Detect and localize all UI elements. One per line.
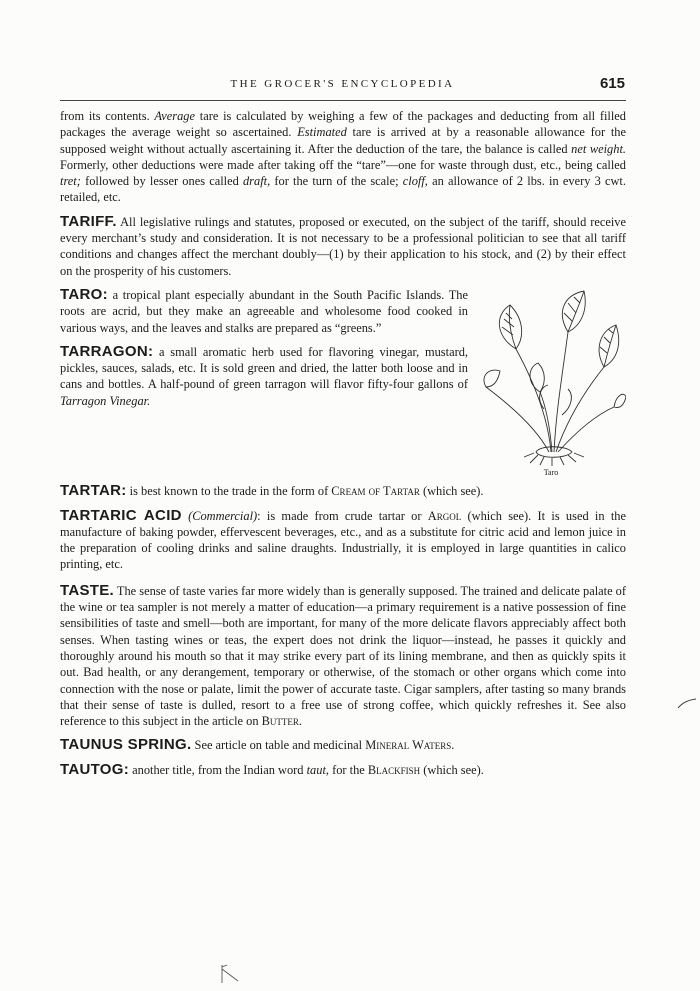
text-run: (which see). [420,762,484,777]
text-run: tare is calculated by weighing a few of the packages and deducting from all filled packages the average weight so ascertained. [60,109,626,140]
italic-term: cloff, [402,174,428,189]
italic-term: draft, [242,174,271,189]
headword-tariff: TARIFF. [60,212,117,230]
headword-tautog: TAUTOG: [60,760,130,778]
headword-tartaric-acid: TARTARIC ACID [60,506,182,524]
cross-reference: Blackfish [367,762,421,777]
italic-term: net weight. [571,141,626,156]
text-run: for the turn of the scale; [270,174,403,189]
illustration-caption: Taro [543,467,559,477]
entry-tautog [60,762,626,778]
text-run: Formerly, other deductions were made after taking off the “tare”—one for waste through dust, etc., being called [60,157,626,172]
text-run: . [298,714,302,729]
italic-term: Average [154,109,196,123]
text-run: . [451,738,455,753]
text-run: an allowance of 2 lbs. in every 3 cwt. retailed, etc. [60,174,626,205]
italic-term: Tarragon Vinegar. [60,393,151,408]
text-run: from its contents. [60,109,155,123]
italic-term: taut, [306,762,329,777]
text-run: is best known to the trade in the form of [129,484,332,499]
text-run: (which see). [419,484,484,499]
italic-term: tret; [60,174,81,189]
taro-illustration [476,287,626,481]
italic-term: (Commercial) [188,508,258,523]
entry-tartar [60,483,626,499]
page-body [60,108,626,786]
entry-taunus-spring [60,737,626,753]
text-run: : is made from crude tartar or [257,508,428,523]
margin-pencil-mark [677,698,697,710]
italic-term: Estimated [297,125,347,140]
running-title: THE GROCER'S ENCYCLOPEDIA [230,78,455,90]
header-rule [60,100,626,101]
entry-body: a tropical plant especially abundant in the South Pacific Islands. The roots are acrid, but they make an agreeable and wholesome food cooked in various ways, and the leaves and stalks are prepared as “greens.” [60,287,468,335]
entry-body: All legislative rulings and statutes, proposed or executed, on the subject of the tariff, should receive every merchant’s study and consideration. It is not necessary to be a professional politician to see that all tariff conditions and changes affect the merchant doubly—(1) by their application to his stock, and (2) by their effect on the prosperity of his customers. [60,214,626,278]
cross-reference: Cream of Tartar [331,484,420,499]
page-number: 615 [599,75,625,92]
headword-tartar: TARTAR: [60,482,127,500]
entry-body: a small aromatic herb used for flavoring vinegar, mustard, pickles, sauces, salads, etc. It is sold green and dried, the latter both loose and in cans and bottles. A half-pound of green tarragon will flavor fifty-four gallons of [60,344,468,392]
cross-reference: Butter [261,714,299,729]
entry-tariff [60,214,626,279]
cross-reference: Argol [427,508,462,523]
headword-taste: TASTE. [60,581,115,599]
bottom-pencil-mark [218,963,242,985]
headword-taunus-spring: TAUNUS SPRING. [60,736,192,754]
taro-plant-icon [476,287,626,467]
cross-reference: Mineral Waters [365,738,452,753]
continuation-paragraph [60,108,626,206]
text-run: for the [328,762,368,777]
page-header [60,75,625,98]
headword-taro: TARO: [60,285,108,303]
entry-tartaric-acid [60,508,626,573]
text-run: another title, from the Indian word [132,762,307,777]
entry-taste [60,583,626,730]
headword-tarragon: TARRAGON: [60,342,154,360]
entry-body: The sense of taste varies far more widely than is generally supposed. The trained and delicate palate of the wine or tea sampler is not merely a matter of education—a primary requirement is a native possession of fine sensibilities of taste and smell—both are important, for many of the more delicate flavors appreciably affect both senses. When tasting wines or teas, the expert does not drink the liquor—instead, he passes it quickly and thoroughly around his mouth so that it may strike every part of its lining membrane, and then as quickly spits it out. Bad health, or any derangement, temporary or otherwise, of the stomach or other organs which come into connection with the nose or palate, limit the power of accurate taste. Cigar samplers, after tasting so many brands that their sense of taste is dulled, resort to a free use of strong coffee, which quickly refreshes it. See also reference to this subject in the article on [60,583,626,729]
text-run: tare is arrived at by a reasonable allowance for the supposed weight without actually ascertaining it. After the deduction of the tare, the balance is called [60,125,626,156]
text-run: (which see). It is used in the manufacture of baking powder, effervescent beverages, etc., and as a substitute for citric acid and lemon juice in the preparation of cooling drinks and saline draughts. Industrially, it is employed in large quantities in calico printing, etc. [60,508,626,572]
text-run: followed by lesser ones called [80,174,243,189]
text-run: See article on table and medicinal [194,738,366,753]
